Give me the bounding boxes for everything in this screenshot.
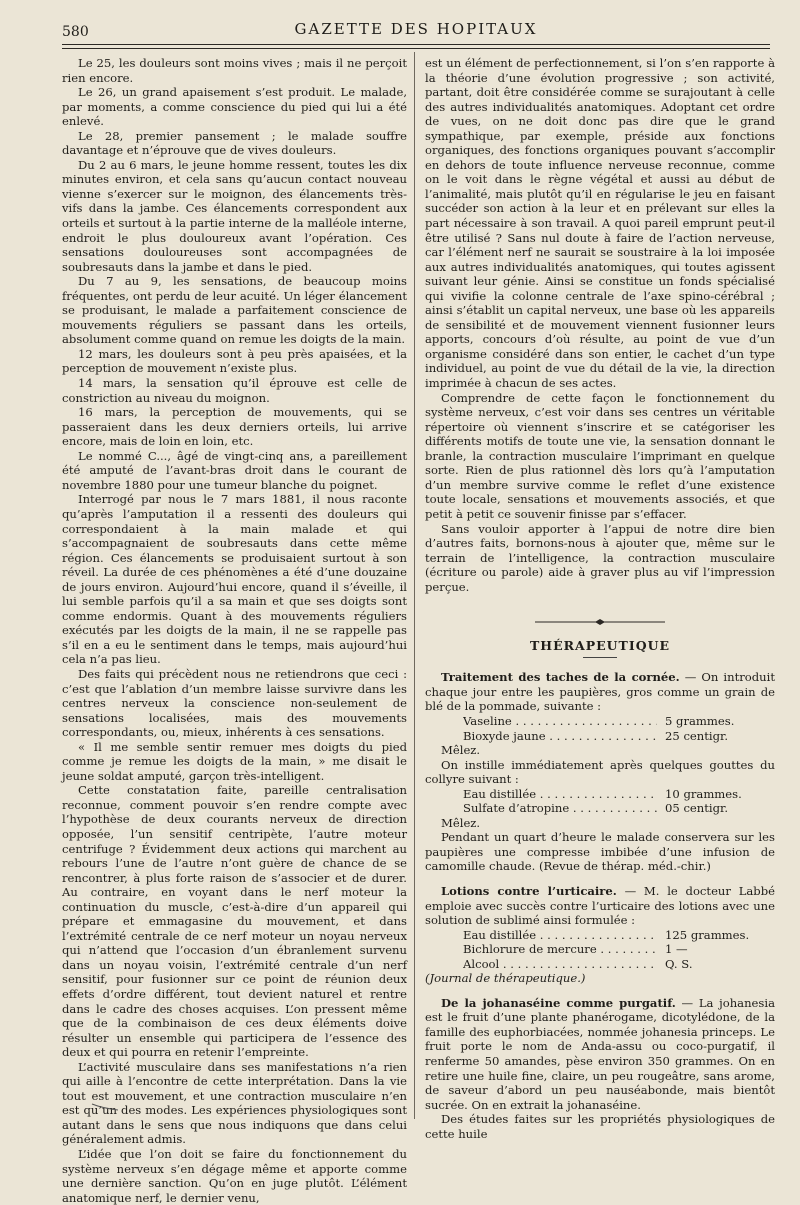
paragraph: Le 26, un grand apaisement s’est produit. Le malade, par moments, a comme conscience du pied qui lui a été enlevé.	[62, 85, 407, 129]
ingredient-qty: 1 —	[665, 942, 688, 957]
paragraph: 14 mars, la sensation qu’il éprouve est celle de constriction au niveau du moignon.	[62, 376, 407, 405]
recipe-title: De la johanaséine comme purgatif.	[441, 995, 676, 1010]
printer-mark-icon	[90, 1102, 120, 1112]
prescription-row	[463, 801, 775, 816]
prescription-list	[463, 928, 775, 972]
recipe-text: — On introduit chaque jour entre les paupières, gros comme un grain de blé de la pommade, suivante :	[425, 670, 776, 714]
paragraph: Interrogé par nous le 7 mars 1881, il nous raconte qu’après l’amputation il a ressenti des douleurs qui correspondaient à la main malade et qui s’accompagnaient de soubresauts dans cette même région. Ces élancements se produisaient surtout à son réveil. La durée de ces phénomènes a été d’une douzaine de jours environ. Aujourd’hui encore, quand il s’éveille, il lui semble parfois qu’il a sa main et que ses doigts sont comme endormis. Quant à des mouvements réguliers exécutés par les doigts de la main, il ne se rappelle pas s’il en a eu le sentiment dans le temps, mais aujourd’hui cela n’a pas lieu.	[62, 492, 407, 667]
ingredient-name: Sulfate d’atropine . . .	[463, 801, 657, 816]
recipe-text: — M. le docteur Labbé emploie avec succès contre l’urticaire des lotions avec une solution de sublimé ainsi formulée :	[425, 883, 776, 928]
spacer	[425, 986, 775, 996]
ingredient-name: Vaseline . . .	[463, 714, 657, 729]
left-column	[62, 56, 407, 1205]
spacer	[425, 874, 775, 884]
recipe-title: Traitement des taches de la cornée.	[441, 670, 680, 685]
paragraph: est un élément de perfectionnement, si l’on s’en rapporte à la théorie d’une évolution progressive ; son activité, partant, doit être considérée comme se surajoutant à celle des autres individualités anatomiques. Adoptant cet ordre de vues, on ne doit donc pas dire que le grand sympathique, par exemple, préside aux fonctions organiques, des fonctions organiques pouvant s’accomplir en dehors de toute influence nerveuse reconnue, comme on le voit dans le règne végétal et aussi au début de l’animalité, mais plutôt qu’il en régularise le jeu en faisant succéder son action à la leur et en prélevant sur elles la part nécessaire à son travail. A quoi pareil emprunt peut-il être utilisé ? Sans nul doute à faire de l’action nerveuse, car l’élément nerf ne saurait se soustraire à la loi imposée aux autres individualités anatomiques, qui toutes agissent suivant leur génie. Ainsi se constitue un fonds spécialisé qui vivifie la colonne centrale de l’axe spino-cérébral ; ainsi s’établit un capital nerveux, une base où les appareils de sensibilité et de mouvement viennent fusionner leurs apports, concours d’où résulte, au point de vue d’un organisme considéré dans son entier, le cachet d’un type individuel, au point de vue du détail de la vie, la direction imprimée à chacun de ses actes.	[425, 56, 775, 391]
prescription-row	[463, 714, 775, 729]
paragraph: 12 mars, les douleurs sont à peu près apaisées, et la perception de mouvement n’existe plus.	[62, 346, 407, 376]
ingredient-qty: Q. S.	[665, 956, 693, 971]
right-column	[425, 56, 775, 1141]
ingredient-qty: 25 centigr.	[665, 728, 729, 743]
recipe-title: Lotions contre l’urticaire.	[441, 883, 617, 898]
prescription-list	[463, 787, 775, 816]
paragraph: On instille immédiatement après quelques gouttes du collyre suivant :	[425, 757, 775, 787]
ingredient-qty: 10 grammes.	[665, 786, 742, 801]
paragraph: Le nommé C..., âgé de vingt-cinq ans, a pareillement été amputé de l’avant-bras droit dans le courant de novembre 1880 pour une tumeur blanche du poignet.	[62, 448, 407, 492]
ingredient-qty: 05 centigr.	[665, 801, 729, 816]
ingredient-name: Bioxyde jaune . . .	[463, 729, 657, 744]
ingredient-qty: 5 grammes.	[665, 713, 735, 728]
recipe-paragraph	[425, 670, 775, 714]
paragraph: Du 7 au 9, les sensations, de beaucoup moins fréquentes, ont perdu de leur acuité. Un léger élancement se produisant, le malade a parfaitement conscience de mouvements réguliers se passant dans les orteils, absolument comme quand on remue les doigts de la main.	[62, 274, 407, 347]
ingredient-qty: 125 grammes.	[665, 927, 750, 942]
paragraph: Le 28, premier pansement ; le malade souffre davantage et n’éprouve que de vives douleurs.	[62, 128, 407, 158]
paragraph: Cette constatation faite, pareille centralisation reconnue, comment pouvoir s’en rendre compte avec l’hypothèse de deux courants nerveux de direction opposée, l’un sensitif centripète, l’autre moteur centrifuge ? Évidemment deux actions qui marchent au rebours l’une de l’autre n’ont guère de chance de se rencontrer, à plus forte raison de s’associer et de durer. Au contraire, en voyant dans le nerf moteur la continuation du muscle, c’est-à-dire d’un appareil qui prépare et emmagasine du mouvement, et dans l’extrémité centrale de ce nerf moteur un noyau nerveux qui n’attend que l’occasion d’un ébranlement survenu dans un noyau voisin, l’extrémité centrale d’un nerf sensitif, pour fusionner sur ce point de réunion deux effets d’ordre différent, tout devient naturel et rentre dans le cadre des choses acquises. L’on pressent même que de la combinaison de ces deux éléments doive résulter un ensemble qui participera de l’essence des deux et qui pourra en retenir l’empreinte.	[62, 783, 407, 1060]
recipe-text: — La johanesia est le fruit d’une plante phanérogame, dicotylédone, de la famille des euphorbiacées, nommée johanesia princeps. Le fruit porte le nom de Anda-assu ou coco-purgatif, il renferme 50 amandes, pèse environ 350 grammes. On en retire une huile fine, claire, un peu rougeâtre, sans arome, de saveur d’abord un peu nauséabonde, mais bientôt sucrée. On en extrait la johanaséine.	[425, 995, 775, 1112]
prescription-row	[463, 942, 775, 957]
prescription-row	[463, 957, 775, 972]
ingredient-name: Eau distillée . . .	[463, 787, 657, 802]
ingredient-name: Alcool . . .	[463, 957, 657, 972]
page-number: 580	[62, 24, 89, 40]
paragraph: Le 25, les douleurs sont moins vives ; mais il ne perçoit rien encore.	[62, 56, 407, 85]
section-title: THÉRAPEUTIQUE	[529, 637, 671, 653]
page-header	[62, 20, 770, 42]
header-rule-thin	[62, 48, 770, 49]
paragraph: Du 2 au 6 mars, le jeune homme ressent, toutes les dix minutes environ, et cela sans qu’aucun contact nouveau vienne s’exercer sur le moignon, des élancements très-vifs dans la jambe. Ces élancements correspondent aux orteils et surtout à la partie interne de la malléole interne, endroit le plus douloureux avant l’opération. Ces sensations douloureuses sont accompagnées de soubresauts dans la jambe et dans le pied.	[62, 157, 407, 274]
ornamental-separator	[425, 614, 775, 629]
prescription-row	[463, 928, 775, 943]
paragraph: Mêlez.	[441, 743, 481, 758]
prescription-list	[463, 714, 775, 743]
paragraph: Sans vouloir apporter à l’appui de notre dire bien d’autres faits, bornons-nous à ajouter que, même sur le terrain de l’intelligence, la contraction musculaire (écriture ou parole) aide à graver plus au vif l’impression perçue.	[425, 521, 775, 594]
paragraph: Des études faites sur les propriétés physiologiques de cette huile	[425, 1112, 775, 1141]
recipe-paragraph	[425, 996, 775, 1112]
column-divider	[414, 52, 415, 1119]
prescription-row	[463, 787, 775, 802]
ingredient-name: Eau distillée . . .	[463, 928, 657, 943]
section-title-rule	[583, 657, 617, 658]
separator-ornament-icon	[535, 619, 665, 625]
paragraph: Pendant un quart d’heure le malade conservera sur les paupières une compresse imbibée d’une infusion de camomille chaude. (Revue de thérap. méd.-chir.)	[425, 830, 775, 874]
paragraph: Des faits qui précèdent nous ne retiendrons que ceci : c’est que l’ablation d’un membre laisse survivre dans les centres nerveux la conscience non-seulement de sensations localisées, mais des mouvements correspondants, ou, mieux, inhérents à ces sensations.	[62, 666, 407, 740]
paragraph: « Il me semble sentir remuer mes doigts du pied comme je remue les doigts de la main, » me disait le jeune soldat amputé, garçon très-intelligent.	[62, 739, 407, 783]
paragraph: Mêlez.	[441, 815, 481, 830]
journal-title: GAZETTE DES HOPITAUX	[294, 20, 538, 38]
recipe-paragraph	[425, 884, 775, 928]
prescription-row	[463, 729, 775, 744]
paragraph: 16 mars, la perception de mouvements, qui se passeraient dans les deux derniers orteils, lui arrive encore, mais de loin en loin, etc.	[62, 405, 407, 449]
paragraph: L’idée que l’on doit se faire du fonctionnement du système nerveux s’en dégage même et apporte comme une dernière sanction. Qu’on en juge plutôt. L’élément anatomique nerf, le dernier venu,	[62, 1147, 407, 1205]
header-rule	[62, 44, 770, 45]
source-citation: (Journal de thérapeutique.)	[425, 971, 586, 986]
paragraph: Comprendre de cette façon le fonctionnement du système nerveux, c’est voir dans ses centres un véritable répertoire où viennent s’inscrire et se catégoriser les différents motifs de toute une vie, la sensation donnant le branle, la contraction musculaire l’imprimant en quelque sorte. Rien de plus rationnel dès lors qu’à l’amputation d’un membre survive comme le reflet d’une existence toute locale, sensations et mouvements associés, et que petit à petit ce souvenir finisse par s’effacer.	[425, 390, 775, 521]
paragraph: L’activité musculaire dans ses manifestations n’a rien qui aille à l’encontre de cette interprétation. Dans la vie tout est mouvement, et une contraction musculaire n’en est qu’un des modes. Les expériences physiologiques sont autant dans le sens que nous indiquons que dans celui généralement admis.	[62, 1059, 407, 1147]
ingredient-name: Bichlorure de mercure . . .	[463, 942, 657, 957]
